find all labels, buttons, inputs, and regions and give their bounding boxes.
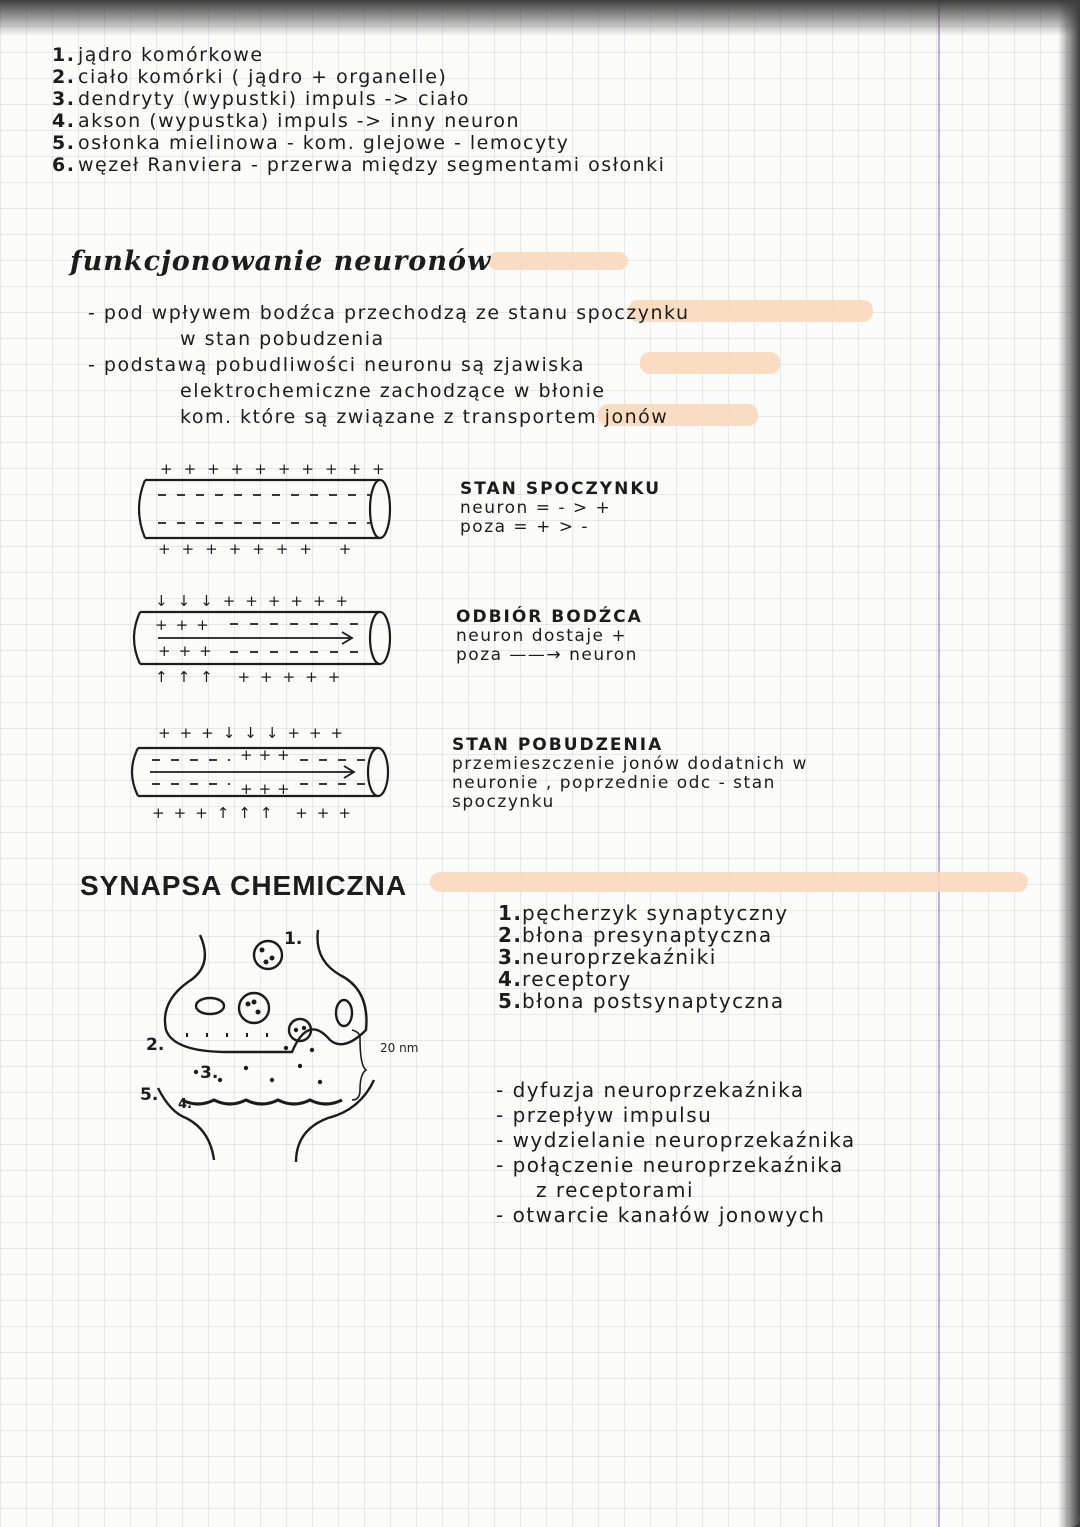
svg-text:+++: +++	[155, 616, 217, 634]
list-item: 5. osłonka mielinowa - kom. glejowe - lemocyty	[52, 132, 570, 154]
step-item: - przepływ impulsu	[496, 1103, 713, 1127]
svg-text:+++: +++	[240, 746, 296, 764]
presynaptic-terminal	[165, 930, 367, 1052]
functioning-heading: funkcjonowanie neuronów	[70, 246, 492, 277]
text-line: - podstawą pobudliwości neuronu są zjawiska	[88, 354, 586, 376]
state-line: spoczynku	[452, 792, 555, 812]
list-item: 5.błona postsynaptyczna	[498, 989, 785, 1013]
text-line: w stan pobudzenia	[180, 328, 385, 350]
svg-text:+++↓↓↓+++: +++↓↓↓+++	[158, 724, 353, 742]
list-item: 4.receptory	[498, 967, 632, 991]
list-item: 4. akson (wypustka) impuls -> inny neuron	[52, 110, 521, 132]
synapse-steps	[496, 1078, 856, 1228]
state-line: poza ——→ neuron	[456, 645, 638, 665]
state-line: poza = + > -	[460, 517, 590, 537]
svg-text:+++: +++	[240, 780, 296, 798]
text-line: elektrochemiczne zachodzące w błonie	[180, 380, 606, 402]
state-title: STAN POBUDZENIA	[452, 735, 664, 755]
label-4: 4.	[178, 1097, 192, 1112]
list-item: 1.pęcherzyk synaptyczny	[498, 901, 789, 925]
svg-text:↑↑↑ +++++: ↑↑↑ +++++	[155, 668, 351, 686]
gap-label: 20 nm	[380, 1041, 419, 1055]
label-5: 5.	[140, 1085, 159, 1105]
label-1: 1.	[284, 929, 303, 949]
svg-text:↓↓↓++++++: ↓↓↓++++++	[155, 592, 359, 610]
step-item: - wydzielanie neuroprzekaźnika	[496, 1128, 856, 1152]
state-title: ODBIÓR BODŹCA	[456, 607, 643, 627]
synapse-parts-list	[498, 902, 789, 1012]
state-title: STAN SPOCZYNKU	[460, 479, 661, 499]
text-line: - pod wpływem bodźca przechodzą ze stanu spoczynku	[88, 302, 690, 324]
list-item: 2. ciało komórki ( jądro + organelle)	[52, 66, 448, 88]
postsynaptic-cell	[158, 1080, 374, 1162]
page-shadow	[1058, 0, 1080, 1527]
receptors	[182, 1100, 342, 1104]
state-line: neuronie , poprzednie odc - stan	[452, 773, 776, 793]
state-line: neuron = - > +	[460, 498, 612, 518]
list-item: 6. węzeł Ranviera - przerwa między segmentami osłonki	[52, 154, 666, 176]
svg-text:+++↑↑↑ +++: +++↑↑↑ +++	[152, 804, 360, 822]
label-3: 3.	[200, 1063, 219, 1083]
step-item: z receptorami	[536, 1178, 695, 1202]
list-item: 3.neuroprzekaźniki	[498, 945, 717, 969]
list-item: 2.błona presynaptyczna	[498, 923, 773, 947]
page-shadow	[0, 0, 1080, 36]
label-2: 2.	[146, 1035, 165, 1055]
step-item: - otwarcie kanałów jonowych	[496, 1203, 826, 1227]
state-line: neuron dostaje +	[456, 626, 628, 646]
svg-text:++++++++++: ++++++++++	[160, 460, 396, 478]
synapse-title: SYNAPSA CHEMICZNA	[80, 870, 408, 901]
list-item: 3. dendryty (wypustki) impuls -> ciało	[52, 88, 470, 110]
step-item: - połączenie neuroprzekaźnika	[496, 1153, 844, 1177]
state-line: przemieszczenie jonów dodatnich w	[452, 754, 808, 774]
svg-text:+++: +++	[158, 642, 220, 660]
list-item: 1. jądro komórkowe	[52, 44, 264, 66]
step-item: - dyfuzja neuroprzekaźnika	[496, 1078, 805, 1102]
text-line: kom. które są związane z transportem jonów	[180, 406, 669, 428]
svg-text:+++++++ +: +++++++ +	[158, 540, 363, 558]
